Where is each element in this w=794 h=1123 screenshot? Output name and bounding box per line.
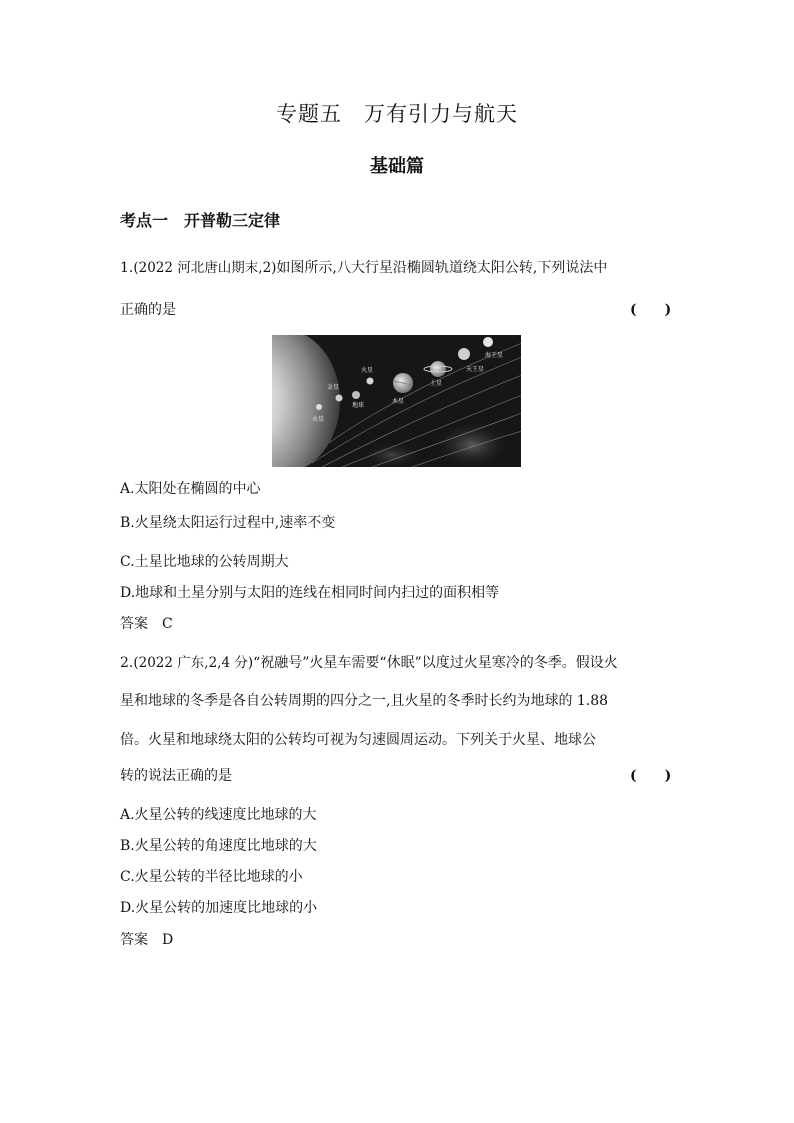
q1-stem-text: 如图所示,八大行星沿椭圆轨道绕太阳公转,下列说法中 — [276, 260, 608, 276]
q2-stem-line4: 转的说法正确的是 — [120, 768, 232, 784]
label-neptune: 海王星 — [485, 352, 504, 359]
section-title: 考点一 开普勒三定律 — [120, 211, 281, 230]
label-saturn: 土星 — [430, 380, 443, 387]
q2-answer: 答案 D — [120, 932, 174, 948]
q2-option-a: A.火星公转的线速度比地球的大 — [120, 807, 317, 823]
page-title: 专题五 万有引力与航天 — [276, 102, 518, 126]
q1-answer-bracket: ( ) — [630, 302, 672, 318]
q1-answer: 答案 C — [120, 616, 173, 632]
label-earth: 地球 — [352, 402, 365, 409]
q1-stem-line2: 正确的是 — [120, 302, 176, 318]
page-subtitle: 基础篇 — [370, 156, 424, 177]
mercury-dot — [316, 404, 322, 410]
q1-number: 1. — [120, 260, 134, 276]
q2-stem-line1 — [120, 651, 618, 672]
label-jupiter: 木星 — [392, 398, 405, 405]
q2-source: (2022 广东,2,4 分) — [133, 655, 254, 671]
label-uranus: 天王星 — [466, 366, 485, 373]
label-mercury: 水星 — [312, 416, 325, 423]
q2-option-c: C.火星公转的半径比地球的小 — [120, 869, 303, 885]
q2-answer-bracket: ( ) — [630, 768, 672, 784]
q2-stem-line2: 星和地球的冬季是各自公转周期的四分之一,且火星的冬季时长约为地球的 1.88 — [120, 693, 609, 709]
q1-option-c: C.土星比地球的公转周期大 — [120, 554, 289, 570]
label-venus: 金星 — [327, 384, 340, 391]
q1-option-d: D.地球和土星分别与太阳的连线在相同时间内扫过的面积相等 — [120, 585, 500, 601]
q2-stem-text: “祝融号”火星车需要“休眠”以度过火星寒冷的冬季。假设火 — [253, 655, 618, 671]
solar-system-figure — [272, 335, 521, 467]
q2-option-b: B.火星公转的角速度比地球的大 — [120, 838, 317, 854]
q1-option-b: B.火星绕太阳运行过程中,速率不变 — [120, 515, 336, 531]
q2-option-d: D.火星公转的加速度比地球的小 — [120, 900, 318, 916]
q2-number: 2. — [120, 655, 134, 671]
label-mars: 火星 — [361, 367, 374, 374]
q1-source: (2022 河北唐山期末,2) — [133, 260, 277, 276]
q2-stem-line3: 倍。火星和地球绕太阳的公转均可视为匀速圆周运动。下列关于火星、地球公 — [120, 732, 596, 748]
q1-option-a: A.太阳处在椭圆的中心 — [120, 481, 261, 497]
q1-stem-line1 — [120, 256, 607, 277]
